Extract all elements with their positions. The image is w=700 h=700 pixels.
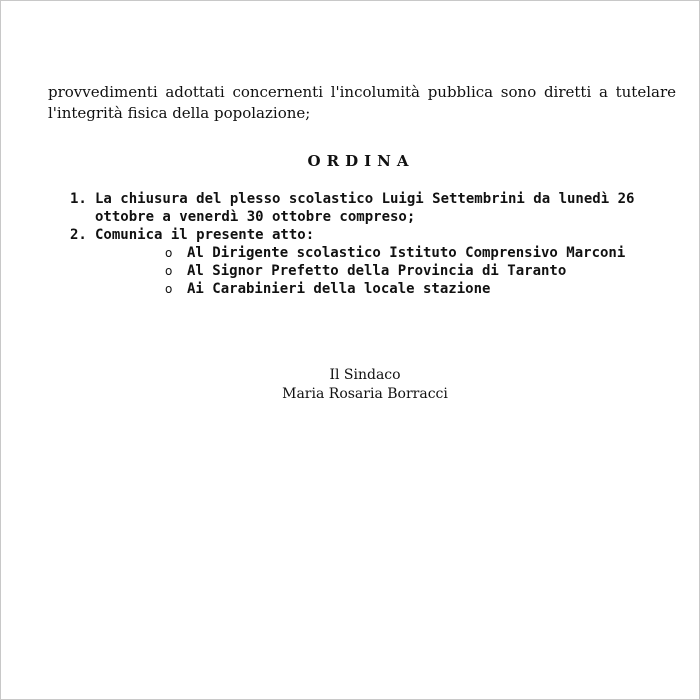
list-item-1: [70, 190, 685, 226]
ordered-list: [70, 190, 685, 298]
recipient-list: [70, 244, 685, 298]
intro-paragraph: [48, 82, 676, 124]
recipient-item: [70, 262, 685, 280]
intro-line-1: provvedimenti adottati concernenti l'incolumità pubblica sono diretti a tutelare: [48, 83, 676, 101]
recipient-text: Al Dirigente scolastico Istituto Comprensivo Marconi: [187, 245, 626, 261]
circle-bullet-icon: o: [165, 282, 173, 296]
circle-bullet-icon: o: [165, 264, 173, 278]
list-item-number: 1.: [70, 191, 87, 207]
signature-name: Maria Rosaria Borracci: [282, 386, 448, 402]
recipient-text: Al Signor Prefetto della Provincia di Taranto: [187, 263, 567, 279]
list-item-number: 2.: [70, 227, 87, 243]
recipient-text: Ai Carabinieri della locale stazione: [187, 281, 491, 297]
signature-role: Il Sindaco: [329, 367, 401, 383]
recipient-item: [70, 280, 685, 298]
recipient-item: [70, 244, 685, 262]
list-item-2: [70, 226, 685, 244]
circle-bullet-icon: o: [165, 246, 173, 260]
signature-block: [230, 366, 500, 404]
intro-line-2: l'integrità fisica della popolazione;: [48, 104, 311, 122]
list-item-text: La chiusura del plesso scolastico Luigi Settembrini da lunedì 26 ottobre a venerdì 30 ottobre compreso;: [95, 191, 635, 225]
ordina-heading: ORDINA: [307, 152, 415, 170]
list-item-text: Comunica il presente atto:: [95, 227, 315, 243]
